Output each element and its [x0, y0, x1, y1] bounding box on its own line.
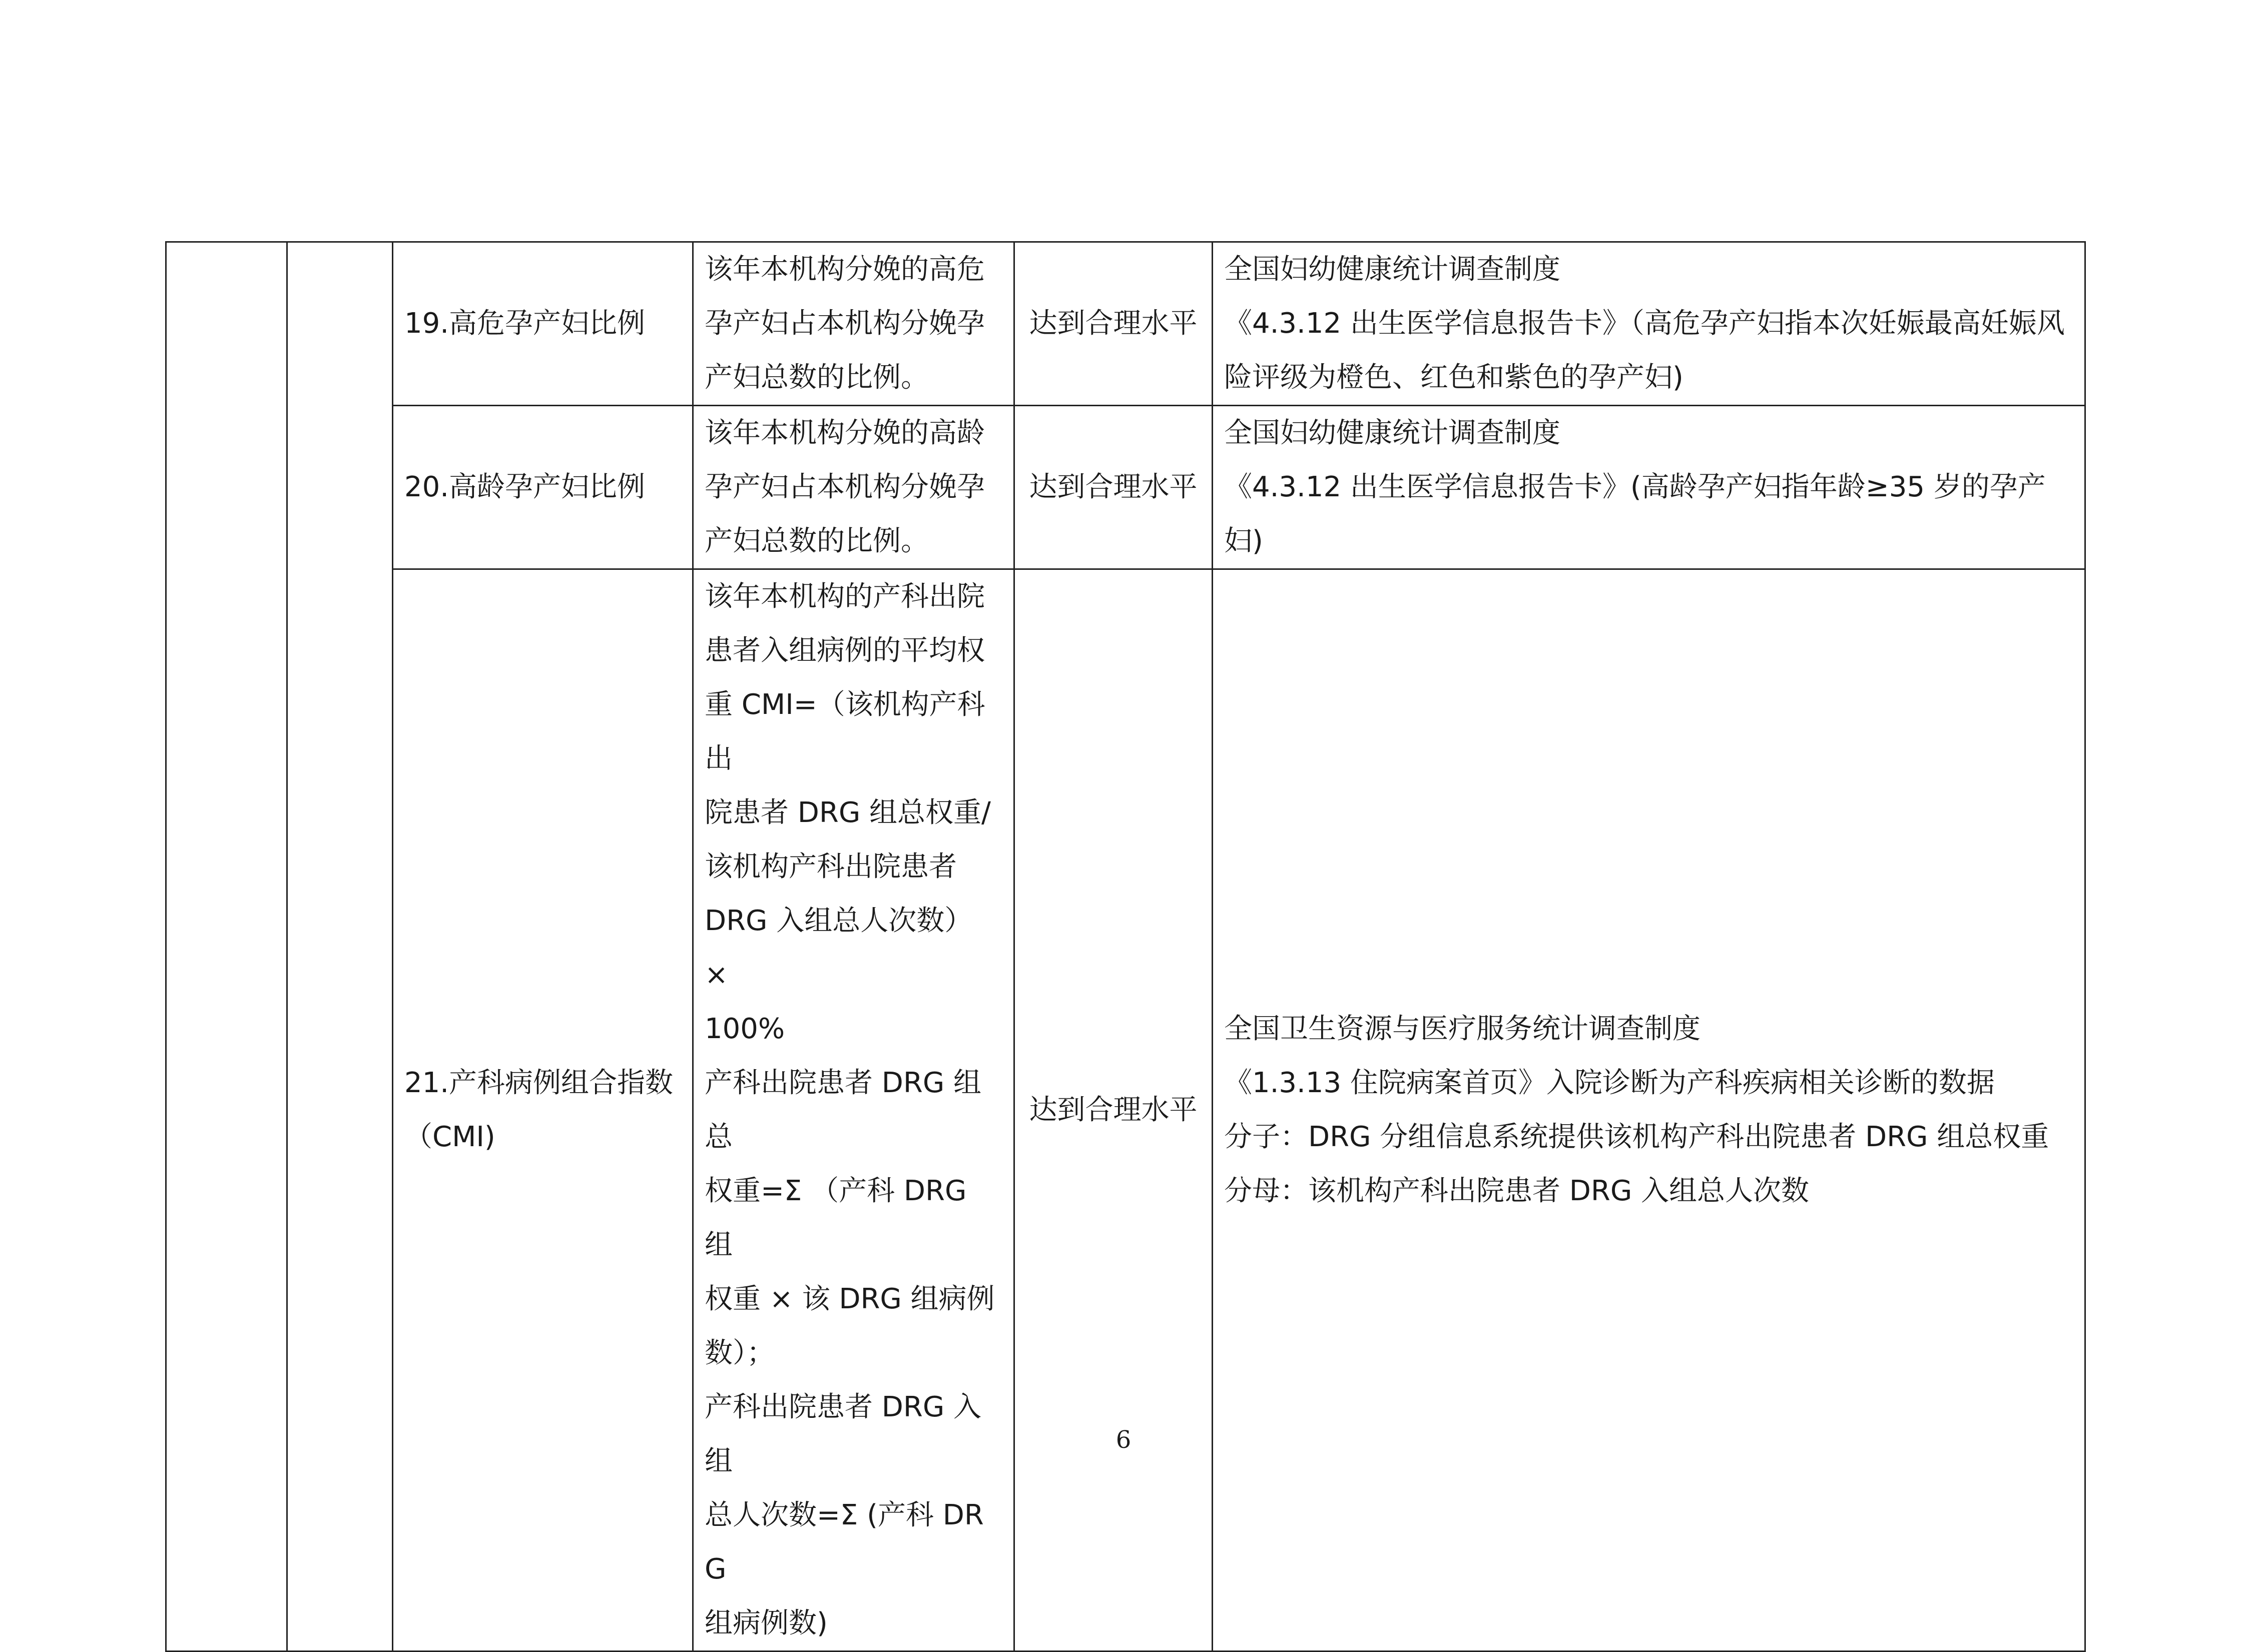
indicator-definition: 该年本机构的产科出院 患者入组病例的平均权 重 CMI=（该机构产科出 院患者 DRG 组总权重/ 该机构产科出院患者 DRG 入组总人次数） × 100% 产科出院患者 DRG 组总 权重=Σ （产科 DRG 组 权重 × 该 DRG 组病例 数）； 产科出院患者 DRG 入组 总人次数=Σ (产科 DRG 组病例数)	[693, 569, 1014, 1651]
table-row	[166, 242, 2085, 406]
table-row	[166, 569, 2085, 1651]
indicator-source: 全国妇幼健康统计调查制度 《4.3.12 出生医学信息报告卡》(高龄孕产妇指年龄≥35 岁的孕产妇)	[1213, 406, 2085, 569]
table-row	[166, 406, 2085, 569]
page-number: 6	[1115, 1426, 1132, 1454]
indicator-definition: 该年本机构分娩的高危 孕产妇占本机构分娩孕 产妇总数的比例。	[693, 242, 1014, 406]
indicator-target: 达到合理水平	[1014, 569, 1213, 1651]
indicator-definition: 该年本机构分娩的高龄 孕产妇占本机构分娩孕 产妇总数的比例。	[693, 406, 1014, 569]
indicator-name: 21.产科病例组合指数（CMI)	[393, 569, 693, 1651]
indicator-name: 20.高龄孕产妇比例	[393, 406, 693, 569]
indicator-name: 19.高危孕产妇比例	[393, 242, 693, 406]
indicator-source: 全国妇幼健康统计调查制度 《4.3.12 出生医学信息报告卡》（高危孕产妇指本次妊娠最高妊娠风 险评级为橙色、红色和紫色的孕产妇)	[1213, 242, 2085, 406]
indicator-target: 达到合理水平	[1014, 242, 1213, 406]
indicator-source: 全国卫生资源与医疗服务统计调查制度 《1.3.13 住院病案首页》入院诊断为产科疾病相关诊断的数据 分子：DRG 分组信息系统提供该机构产科出院患者 DRG 组总权重 分母：该机构产科出院患者 DRG 入组总人次数	[1213, 569, 2085, 1651]
indicator-target: 达到合理水平	[1014, 406, 1213, 569]
